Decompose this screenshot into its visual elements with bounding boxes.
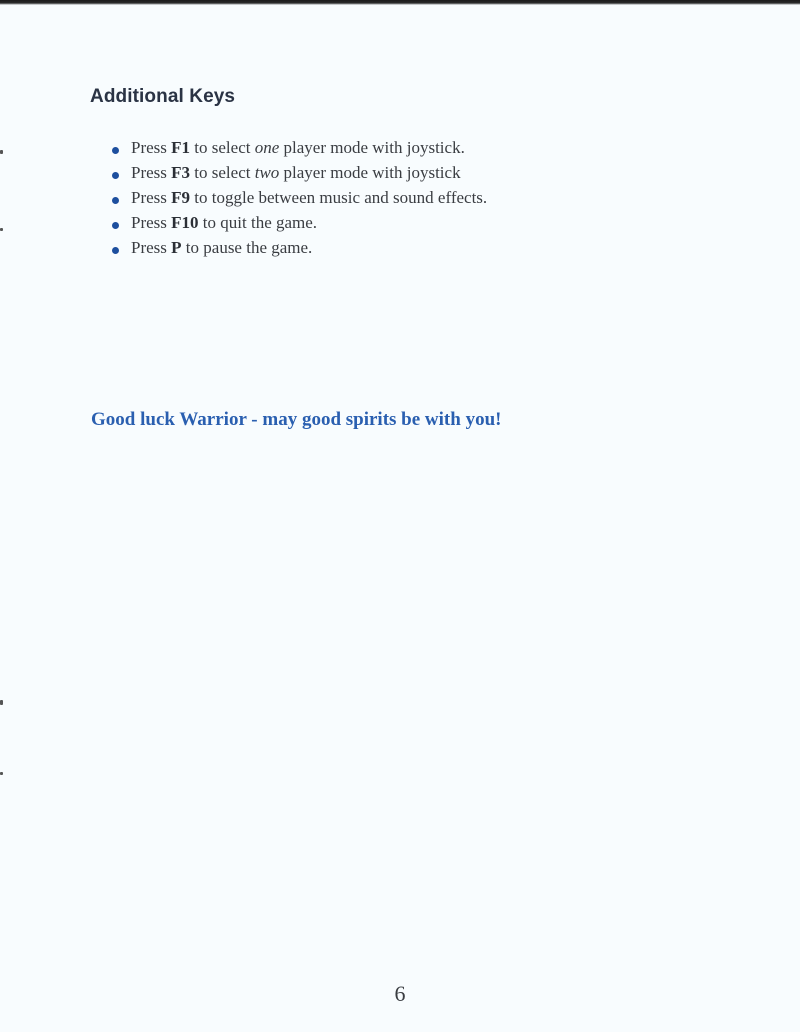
bullet-icon: [112, 147, 119, 154]
item-prefix: Press: [131, 163, 172, 182]
key-name: F1: [171, 138, 191, 157]
item-text: to select: [190, 163, 255, 182]
bullet-icon: [112, 247, 119, 254]
list-item: [112, 235, 487, 260]
list-item: [112, 185, 487, 210]
item-emphasis: two: [254, 163, 280, 182]
item-emphasis: one: [254, 138, 280, 157]
list-item: [112, 135, 487, 160]
section-heading: Additional Keys: [90, 86, 236, 107]
item-prefix: Press: [131, 213, 172, 232]
item-prefix: Press: [131, 238, 172, 257]
list-item: [112, 160, 487, 185]
key-list: [112, 135, 487, 260]
item-text: to quit the game.: [198, 213, 318, 232]
key-name: F10: [171, 213, 199, 232]
closing-message: Good luck Warrior - may good spirits be with you!: [91, 409, 502, 430]
bullet-icon: [112, 172, 119, 179]
list-item: [112, 210, 487, 235]
key-name: F3: [171, 163, 191, 182]
item-prefix: Press: [131, 188, 172, 207]
item-suffix: player mode with joystick: [279, 163, 461, 182]
item-text: to pause the game.: [181, 238, 313, 257]
scan-top-edge: [0, 0, 800, 5]
item-text: to toggle between music and sound effects.: [190, 188, 488, 207]
item-prefix: Press: [131, 138, 172, 157]
page-number: 6: [394, 981, 406, 1006]
key-name: P: [171, 238, 182, 257]
scan-margin-mark: [0, 772, 3, 775]
item-text: to select: [190, 138, 255, 157]
scan-margin-mark: [0, 228, 3, 231]
bullet-icon: [112, 222, 119, 229]
item-suffix: player mode with joystick.: [279, 138, 465, 157]
scan-margin-mark: [0, 700, 3, 705]
scan-margin-mark: [0, 150, 3, 154]
key-name: F9: [171, 188, 191, 207]
bullet-icon: [112, 197, 119, 204]
